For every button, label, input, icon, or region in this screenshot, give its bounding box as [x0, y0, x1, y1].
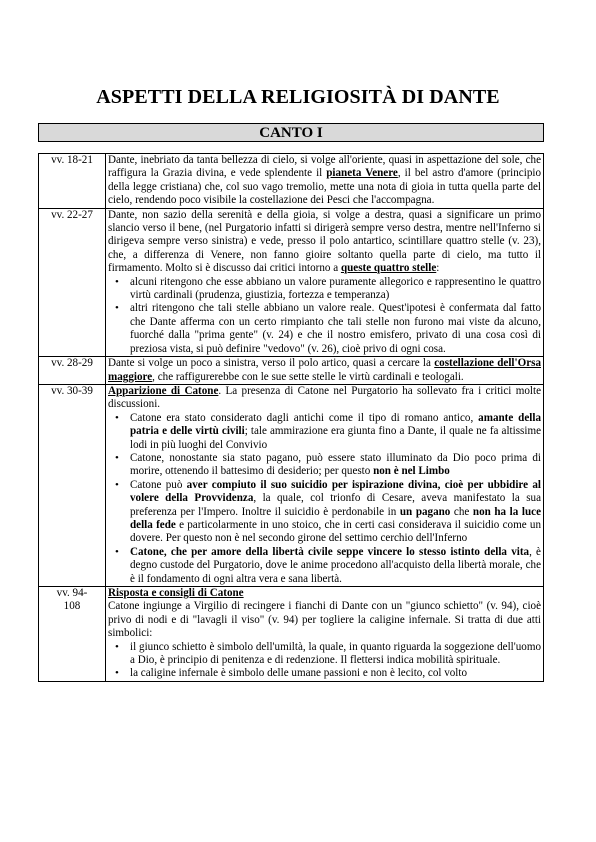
list-item [130, 412, 541, 452]
verse-cell: vv. 28-29 [39, 357, 106, 385]
bold-run: amante della patria e delle virtù civili [130, 411, 541, 438]
text-run: : [436, 262, 440, 275]
list-item: • alcuni ritengono che esse abbiano un valore puramente allegorico e rappresentino le quattro virtù cardinali (prudenza, giustizia, fortezza e temperanza) [130, 276, 541, 303]
list-item [130, 479, 541, 546]
table-row [39, 384, 544, 586]
document-title: ASPETTI DELLA RELIGIOSITÀ DI DANTE [96, 86, 500, 108]
commentary-cell [106, 208, 544, 356]
bullet-list [108, 641, 541, 681]
section-heading: Risposta e consigli di Catone [108, 587, 244, 599]
list-item: • la caligine infernale è simbolo delle umane passioni e non è lecito, col volto [130, 667, 541, 680]
list-item [130, 546, 541, 586]
text-run: che [450, 505, 473, 518]
table-row [39, 357, 544, 385]
text-run: , è degno custode del Purgatorio, dove le anime procedono all'acquisto della libertà morale, che è il fondamento di ogni altra vera e sana libertà. [130, 545, 541, 585]
text-run: Dante, non sazio della serenità e della gioia, si volge a destra, quasi a significare un primo slancio verso il bene, (nel Purgatorio infatti si dirigerà sempre verso destra, mentre nell'Inferno si dirigeva sempre verso sinistra) e vede, presso il polo antartico, scintillare quattro stelle (v. 23), che, a differenza di Venere, non fanno gioire soltanto quella parte di cielo, ma tutto il firmamento. Molto si è discusso dai critici intorno a [108, 208, 541, 275]
bullet-list [108, 412, 541, 586]
verse-cell: vv. 30-39 [39, 384, 106, 586]
text-run: , la quale, col trionfo di Cesare, aveva manifestato la sua preferenza per l'Impero. Inoltre il suicidio è perdonabile in [130, 492, 541, 518]
verse-cell [39, 587, 106, 682]
table-row [39, 154, 544, 209]
paragraph [108, 154, 541, 208]
list-item: • altri ritengono che tali stelle abbiano un valore reale. Quest'ipotesi è confermata dal fatto che Dante afferma con un certo rimpianto che tali stelle non furono mai viste da alcuno, fuorché dalla "prima gente" (v. 24) e che il nostro emisfero, privato di una cosa così di preziosa vista, si può definire "vedovo" (v. 26), cioè privo di ogni cosa. [130, 302, 541, 356]
list-item: • il giunco schietto è simbolo dell'umiltà, la quale, in quanto riguarda la soggezione dell'uomo a Dio, è principio di penitenza e di redenzione. Il flettersi indica mobilità spirituale. [130, 641, 541, 668]
text-run: , che raffigurerebbe con le sue sette stelle le virtù cardinali e teologali. [152, 370, 464, 383]
text-run: Catone era stato considerato dagli antichi come il tipo di romano antico, [130, 411, 479, 424]
commentary-cell [106, 587, 544, 682]
text-run: , il bel astro d'amore (principio della legge cristiana) che, col suo vago tremolio, mette una nota di gioia in tutta quella parte del cielo, rendendo poco visibile la costellazione dei Pesci che l'accompagna. [108, 167, 541, 207]
text-run: Catone, nonostante sia stato pagano, può essere stato illuminato da Dio poco prima di morire, ottenendo il battesimo di desiderio; per questo [130, 451, 541, 478]
verse-cell: vv. 18-21 [39, 154, 106, 209]
table-row [39, 208, 544, 356]
commentary-cell [106, 357, 544, 385]
list-item [130, 452, 541, 479]
paragraph [108, 209, 541, 276]
emphasis-run: queste quattro stelle [340, 262, 437, 275]
bullet-list [108, 276, 541, 356]
text-run: Dante si volge un poco a sinistra, verso il polo artico, quasi a cercare la [108, 357, 435, 370]
text-run: ; tale ammirazione era giunta fino a Dante, il quale ne fa altissime lodi in più luoghi del Convivio [130, 425, 541, 451]
commentary-table [38, 153, 544, 682]
text-run: e particolarmente in uno stoico, che in certi casi considerava il suicidio come un dovere. Per questo non è nel secondo girone del settimo cerchio dell'Inferno [130, 518, 541, 545]
commentary-cell [106, 154, 544, 209]
table-row [39, 587, 544, 682]
emphasis-run: costellazione dell'Orsa maggiore [108, 357, 542, 383]
text-run: . La presenza di Catone nel Purgatorio ha sollevato fra i critici molte discussioni. [108, 384, 541, 411]
verse-line: 108 [63, 600, 81, 613]
verse-line: vv. 94- [56, 587, 88, 599]
verse-cell: vv. 22-27 [39, 208, 106, 356]
bold-run: Catone, che per amore della libertà civile seppe vincere lo stesso istinto della vita [130, 545, 530, 558]
text-run: Dante, inebriato da tanta bellezza di cielo, si volge all'oriente, quasi in aspettazione del sole, che raffigura la Grazia divina, e vede splendente il [108, 154, 541, 180]
bold-run: un pagano [399, 505, 451, 518]
text-run: Catone può [130, 478, 187, 491]
canto-header: CANTO I [38, 123, 544, 142]
paragraph: Catone ingiunge a Virgilio di recingere i fianchi di Dante con un "giunco schietto" (v. 94), cioè privo di nodi e di "lavagli il viso" (v. 94) per togliere la caligine infernale. Si tratta di due atti simbolici: [108, 600, 541, 640]
paragraph [108, 385, 541, 412]
commentary-cell [106, 384, 544, 586]
bold-run: non è nel Limbo [373, 465, 450, 478]
emphasis-run: pianeta Venere [326, 167, 398, 180]
paragraph [108, 357, 541, 384]
bold-run: non ha la luce della fede [130, 505, 541, 531]
emphasis-run: Apparizione di Catone [108, 384, 219, 397]
bold-run: aver compiuto il suo suicidio per ispirazione divina, cioè per ubbidire al volere della Provvidenza [130, 478, 541, 505]
